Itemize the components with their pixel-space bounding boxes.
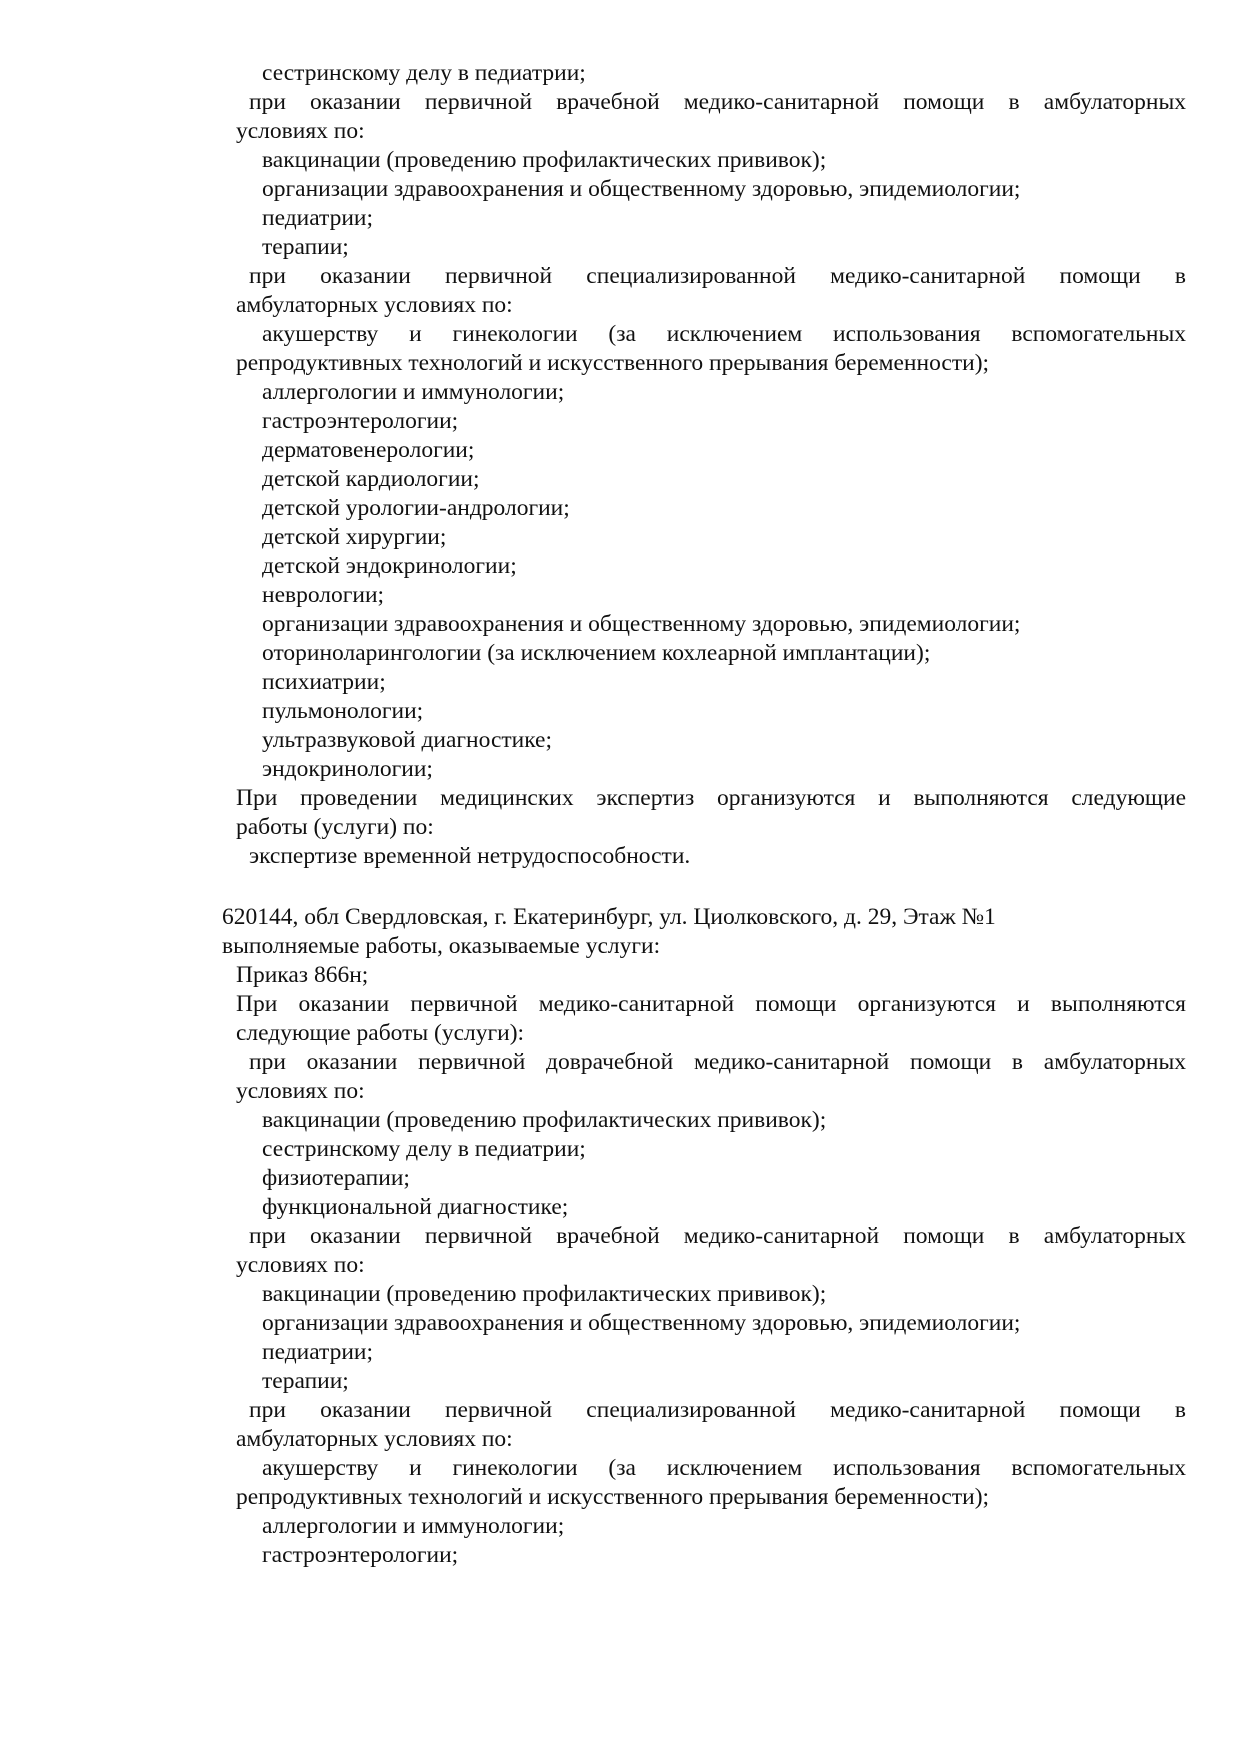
text-line: акушерству и гинекологии (за исключением использования вспомогательных (262, 1455, 1186, 1481)
text-line: репродуктивных технологий и искусственного прерывания беременности); (236, 1484, 990, 1510)
text-line: амбулаторных условиях по: (236, 1426, 513, 1452)
text-line: акушерству и гинекологии (за исключением использования вспомогательных (262, 321, 1186, 347)
text-line: терапии; (262, 234, 349, 260)
text-line: При оказании первичной медико-санитарной помощи организуются и выполняются (236, 991, 1186, 1017)
text-line: Приказ 866н; (236, 962, 369, 988)
text-line: при оказании первичной врачебной медико-санитарной помощи в амбулаторных (249, 1223, 1186, 1249)
text-line: психиатрии; (262, 669, 386, 695)
text-line: вакцинации (проведению профилактических прививок); (262, 1281, 827, 1307)
text-line: дерматовенерологии; (262, 437, 475, 463)
text-line: при оказании первичной специализированной медико-санитарной помощи в (249, 263, 1186, 289)
text-line: ультразвуковой диагностике; (262, 727, 553, 753)
text-line: амбулаторных условиях по: (236, 292, 513, 318)
text-line: условиях по: (236, 118, 365, 144)
text-line: организации здравоохранения и общественному здоровью, эпидемиологии; (262, 611, 1021, 637)
text-line: сестринскому делу в педиатрии; (262, 60, 586, 86)
text-line: При проведении медицинских экспертиз организуются и выполняются следующие (236, 785, 1186, 811)
text-line: детской эндокринологии; (262, 553, 517, 579)
text-line: при оказании первичной врачебной медико-санитарной помощи в амбулаторных (249, 89, 1186, 115)
text-line: сестринскому делу в педиатрии; (262, 1136, 586, 1162)
text-line: детской урологии-андрологии; (262, 495, 570, 521)
text-line: при оказании первичной доврачебной медико-санитарной помощи в амбулаторных (249, 1049, 1186, 1075)
text-line: условиях по: (236, 1078, 365, 1104)
text-line: детской хирургии; (262, 524, 447, 550)
text-line: следующие работы (услуги): (236, 1020, 525, 1046)
text-line: вакцинации (проведению профилактических прививок); (262, 1107, 827, 1133)
text-line: условиях по: (236, 1252, 365, 1278)
text-line: организации здравоохранения и общественному здоровью, эпидемиологии; (262, 176, 1021, 202)
text-line: гастроэнтерологии; (262, 1542, 459, 1568)
text-line: при оказании первичной специализированной медико-санитарной помощи в (249, 1397, 1186, 1423)
text-line: педиатрии; (262, 205, 374, 231)
text-line: функциональной диагностике; (262, 1194, 569, 1220)
text-line: аллергологии и иммунологии; (262, 379, 565, 405)
text-line: аллергологии и иммунологии; (262, 1513, 565, 1539)
text-line: педиатрии; (262, 1339, 374, 1365)
text-line: организации здравоохранения и общественному здоровью, эпидемиологии; (262, 1310, 1021, 1336)
address-line: 620144, обл Свердловская, г. Екатеринбург, ул. Циолковского, д. 29, Этаж №1 (222, 904, 996, 930)
text-line: вакцинации (проведению профилактических прививок); (262, 147, 827, 173)
text-line: эндокринологии; (262, 756, 433, 782)
text-line: терапии; (262, 1368, 349, 1394)
text-line: экспертизе временной нетрудоспособности. (249, 843, 691, 869)
text-line: детской кардиологии; (262, 466, 480, 492)
text-line: физиотерапии; (262, 1165, 410, 1191)
text-line: пульмонологии; (262, 698, 424, 724)
text-line: гастроэнтерологии; (262, 408, 459, 434)
text-line: неврологии; (262, 582, 385, 608)
section-subtitle: выполняемые работы, оказываемые услуги: (222, 933, 661, 959)
text-line: оториноларингологии (за исключением кохлеарной имплантации); (262, 640, 931, 666)
text-line: репродуктивных технологий и искусственного прерывания беременности); (236, 350, 990, 376)
text-line: работы (услуги) по: (236, 814, 434, 840)
